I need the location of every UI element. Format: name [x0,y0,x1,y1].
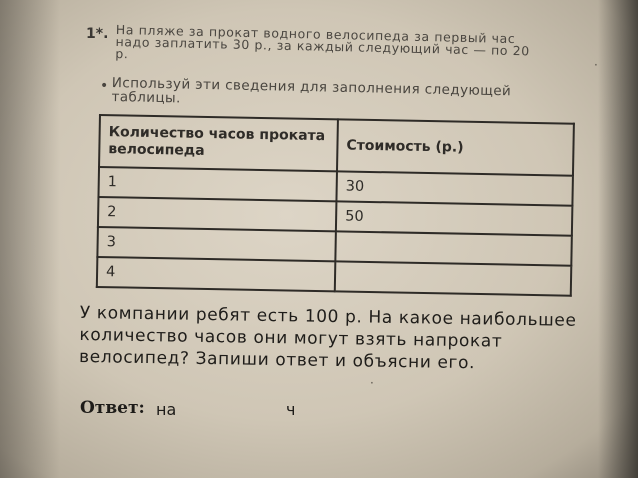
table-header-row [99,115,574,176]
header-cost: Стоимость (р.) [337,119,574,175]
question-text: У компании ребят есть 100 р. На какое наибольшее количество часов они могут взять напрокат велосипед? Запиши ответ и объясни его. [78,302,577,374]
cell-hours: 4 [97,257,336,291]
page-shadow-right [598,0,638,478]
cell-cost[interactable]: 50 [336,201,573,235]
answer-label: Ответ: [80,398,145,418]
header-hours: Количество часов проката велосипеда [99,115,338,171]
paper-speck: · [594,58,598,72]
task-number: 1*. [86,26,109,42]
task-intro-text: На пляже за прокат водного велосипеда за первый час надо заплатить 30 р., за каждый следующий час — по 20 р. [115,22,530,62]
paper-speck: · [370,376,374,390]
bullet-icon: • [100,78,109,94]
cell-cost[interactable] [335,231,572,265]
cell-cost[interactable]: 30 [336,171,573,205]
cell-hours: 1 [98,167,337,201]
cell-cost[interactable] [335,261,572,295]
task-instruction-text: Используй эти сведения для заполнения следующей таблицы. [111,75,512,107]
cell-hours: 2 [98,197,337,231]
answer-value[interactable]: на [156,400,177,419]
rental-table [96,114,575,297]
page-shadow-left [0,0,60,478]
cell-hours: 3 [97,227,336,261]
answer-unit: ч [286,400,296,419]
